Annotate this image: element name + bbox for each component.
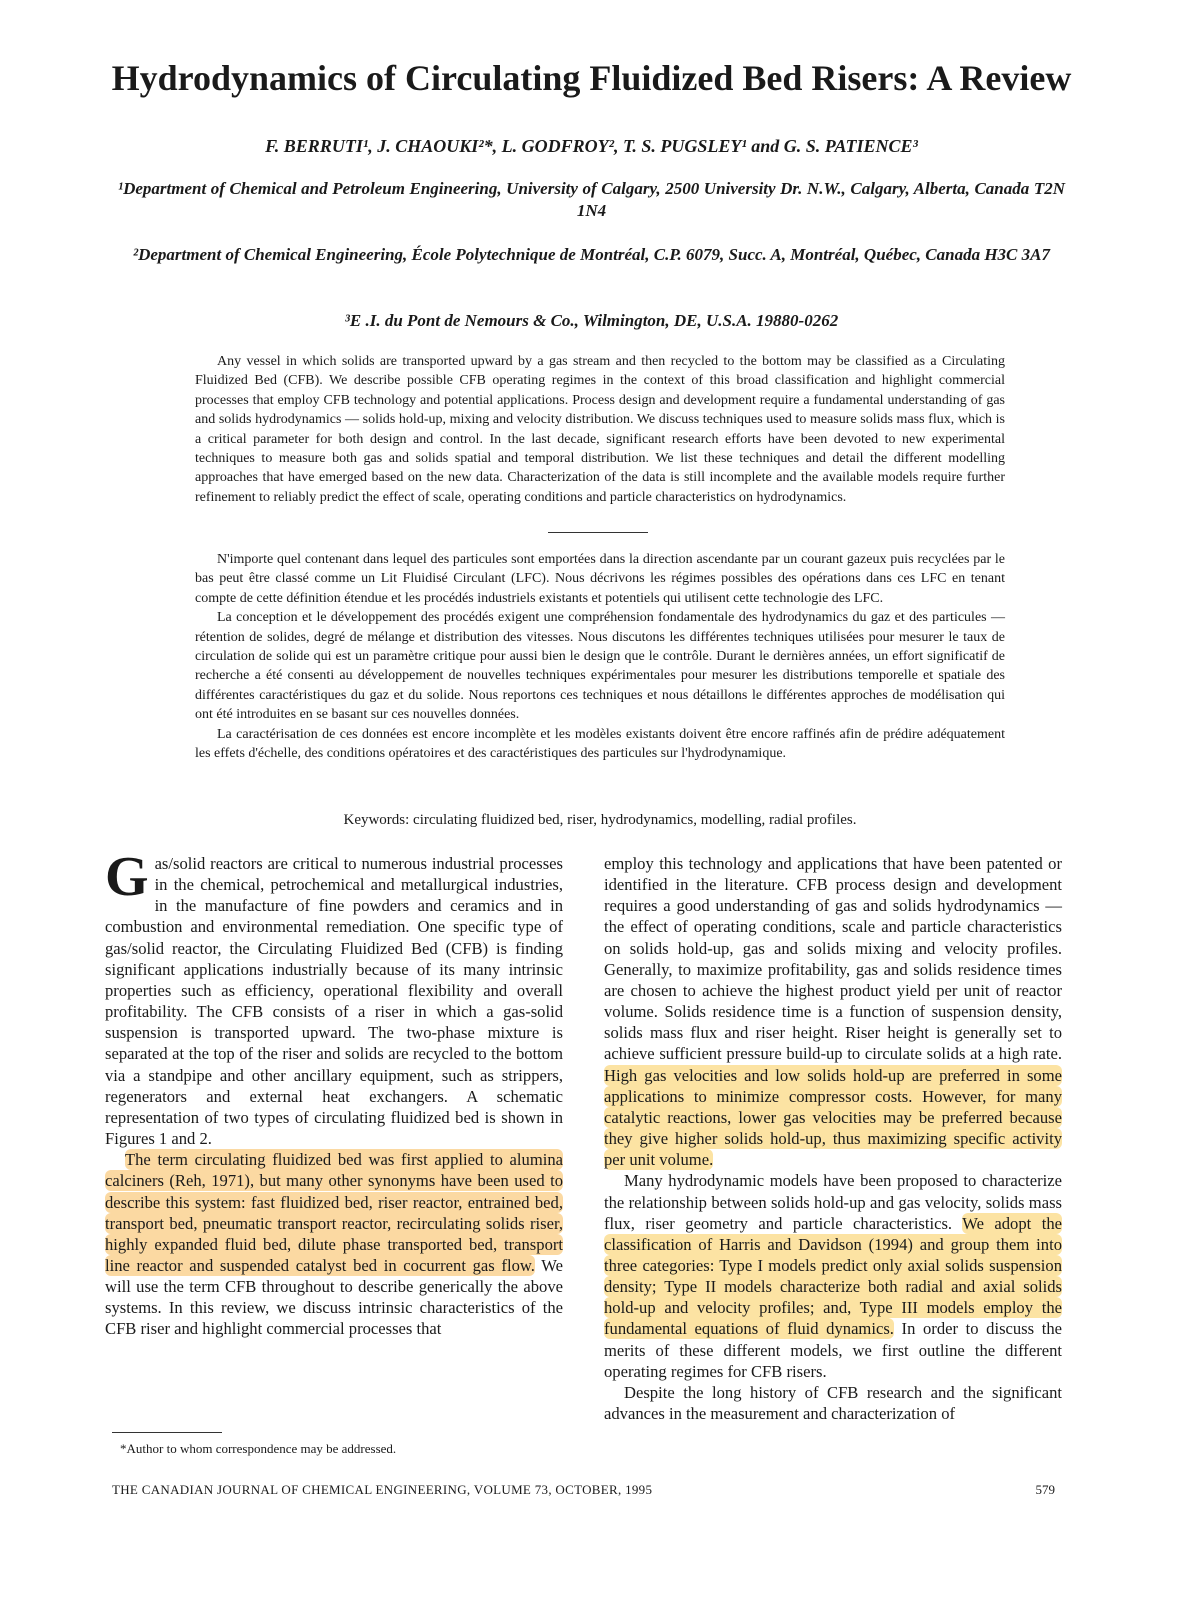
design-text: employ this technology and applications that have been patented or identified in the literature. CFB process design and development requires a good understanding of gas and solids hydrodynamics — the effect of operating conditions, scale and particle characteristics on solids hold-up, gas and solids mixing and velocity profiles. Generally, to maximize profitability, gas and solids residence times are chosen to achieve the highest product yield per unit of reactor volume. Solids residence time is a function of suspension density, solids mass flux and riser height. Riser height is generally set to achieve sufficient pressure build-up to circulate solids at a high rate. [604,854,1062,1064]
intro-text: as/solid reactors are critical to numerous industrial processes in the chemical, petrochemical and metallurgical industries, in the manufacture of fine powders and ceramics and in combustion and environmental remediation. One specific type of gas/solid reactor, the Circulating Fluidized Bed (CFB) is finding significant applications industrially because of its many intrinsic properties such as efficiency, operational flexibility and overall profitability. The CFB consists of a riser in which a gas-solid suspension is transported upward. The two-phase mixture is separated at the top of the riser and solids are recycled to the bottom via a standpipe and other ancillary equipment, such as strippers, regenerators and external heat exchangers. A schematic representation of two types of circulating fluidized bed is shown in Figures 1 and 2. [105,854,563,1149]
body-column-left [105,846,563,1340]
synonyms-paragraph [105,1149,563,1339]
synonyms-rest-text: We will use the term CFB throughout to describe generically the above systems. In this review, we discuss intrinsic characteristics of the CFB riser and highlight commercial processes that [105,1255,563,1339]
abstract-french-p1: N'importe quel contenant dans lequel des particules sont emportées dans la direction ascendante par un courant gazeux puis recyclées par le bas peut être classé comme un Lit Fluidisé Circulant (LFC). Nous décrivons les régimes possibles des opérations dans ces LFC en tenant compte de cette définition étendue et les procédés industriels existants et potentiels qui utilisent cette technologie des LFC. [195,552,1005,606]
drop-cap: G [105,846,149,908]
history-paragraph: Despite the long history of CFB research and the significant advances in the measurement and characterization of [604,1382,1062,1424]
body-column-right [604,853,1062,1424]
highlighted-text: High gas velocities and low solids hold-up are preferred in some applications to minimize compressor costs. However, for many catalytic reactions, lower gas velocities may be preferred because they give higher solids hold-up, thus maximizing specific activity per unit volume. [604,1065,1062,1170]
models-text-b: In order to discuss the merits of these different models, we first outline the different operating regimes for CFB risers. [604,1319,1062,1381]
abstract-french [195,550,1005,763]
highlighted-text: The term circulating fluidized bed was first applied to alumina calciners (Reh, 1971), but many other synonyms have been used to describe this system: fast fluidized bed, riser reactor, entrained bed, transport bed, pneumatic transport reactor, recirculating solids riser, highly expanded fluid bed, dilute phase transported bed, transport line reactor and suspended catalyst bed in cocurrent gas flow. [105,1150,563,1275]
journal-footer: THE CANADIAN JOURNAL OF CHEMICAL ENGINEERING, VOLUME 73, OCTOBER, 1995 [112,1482,653,1497]
models-paragraph [604,1170,1062,1382]
footnote-rule [112,1432,222,1433]
affiliation-3: ³E .I. du Pont de Nemours & Co., Wilmington, DE, U.S.A. 19880-0262 [344,311,839,330]
abstract-english [195,352,1005,507]
models-text-a: Many hydrodynamic models have been proposed to characterize the relationship between solids hold-up and gas velocity, solids mass flux, riser geometry and particle characteristics. [604,1171,1062,1233]
abstract-divider [548,532,648,533]
keywords: Keywords: circulating fluidized bed, riser, hydrodynamics, modelling, radial profiles. [343,812,857,828]
intro-paragraph [105,846,563,1149]
abstract-french-p3: La caractérisation de ces données est encore incomplète et les modèles existants doivent être encore raffinés afin de prédire adéquatement les effets d'échelle, des conditions opératoires et des caractéristiques des particules sur l'hydrodynamique. [195,726,1005,762]
highlighted-text: We adopt the classification of Harris and Davidson (1994) and group them into three categories: Type I models predict only axial solids suspension density; Type II models characterize both radial and axial solids hold-up and velocity profiles; and, Type III models employ the fundamental equations of fluid dynamics. [604,1213,1062,1339]
abstract-french-p2: La conception et le développement des procédés exigent une compréhension fondamentale des hydrodynamics du gaz et des particules — rétention de solides, degré de mélange et distribution des vitesses. Nous discutons les différentes techniques utilisées pour mesurer le taux de circulation de solide qui est un paramètre critique pour aussi bien le design que le contrôle. Durant le dernières années, un effort significatif de recherche a été consenti au développement de nouvelles techniques expérimentales pour mesurer les distributions temporelle et spatiale des différentes caractéristiques du gaz et du solide. Nous reportons ces techniques et nous détaillons le différentes approches de modélisation qui ont été introduites en se basant sur ces nouvelles données. [195,610,1005,723]
abstract-english-text: Any vessel in which solids are transported upward by a gas stream and then recycled to the bottom may be classified as a Circulating Fluidized Bed (CFB). We describe possible CFB operating regimes in the context of this broad classification and highlight commercial processes that employ CFB technology and potential applications. Process design and development require a fundamental understanding of gas and solids hydrodynamics — solids hold-up, mixing and velocity distribution. We discuss techniques used to measure solids mass flux, which is a critical parameter for both design and control. In the last decade, significant research efforts have been devoted to new experimental techniques to measure both gas and solids spatial and temporal distribution. We list these techniques and detail the different modelling approaches that have emerged based on the new data. Characterization of the data is still incomplete and the available models require further refinement to reliably predict the effect of scale, operating conditions and particle characteristics on hydrodynamics. [195,354,1005,505]
page-number: 579 [1035,1482,1055,1497]
affiliation-1: ¹Department of Chemical and Petroleum Engineering, University of Calgary, 2500 University Dr. N.W., Calgary, Alberta, Canada T2N 1N4 [118,179,1065,220]
affiliation-2: ²Department of Chemical Engineering, École Polytechnique de Montréal, C.P. 6079, Succ. A, Montréal, Québec, Canada H3C 3A7 [133,245,1050,264]
footnote: *Author to whom correspondence may be addressed. [120,1441,397,1456]
design-paragraph [604,853,1062,1170]
paper-title: Hydrodynamics of Circulating Fluidized Bed Risers: A Review [111,58,1072,98]
author-list: F. BERRUTI¹, J. CHAOUKI²*, L. GODFROY², T. S. PUGSLEY¹ and G. S. PATIENCE³ [265,136,918,156]
